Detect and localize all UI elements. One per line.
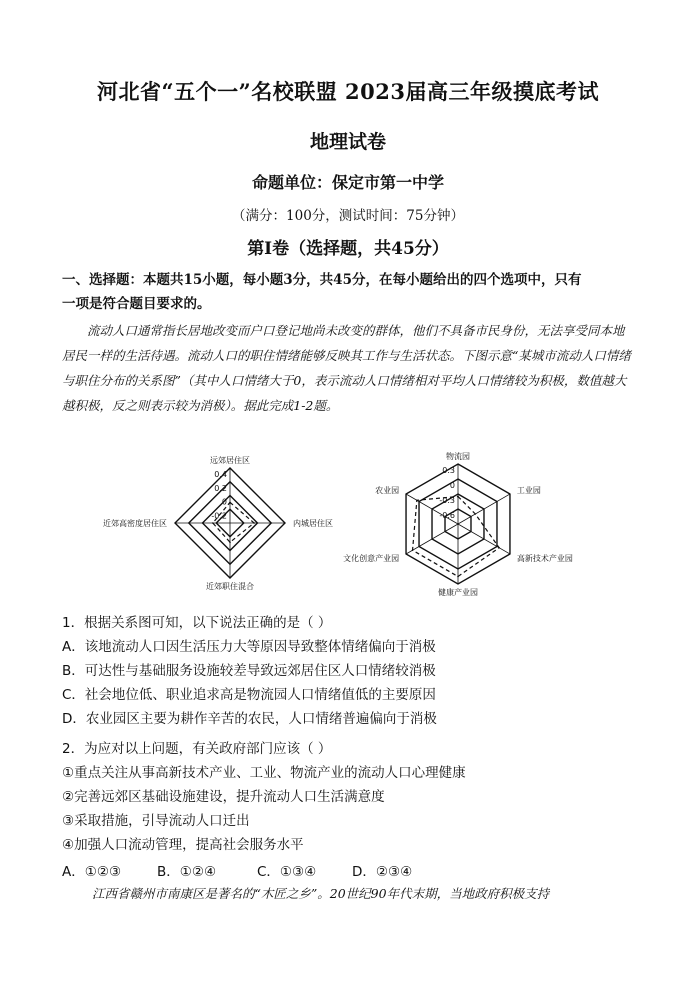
tick-label: 0	[221, 497, 227, 507]
material-line: 流动人口通常指长居地改变而户口登记地尚未改变的群体，他们不具备市民身份，无	[87, 323, 550, 338]
subject-title: 地理试卷	[309, 131, 386, 153]
exam-title: 河北省“五个一”名校联盟 2023届高三年级摸底考试	[97, 79, 599, 104]
tick-label: -0.2	[211, 511, 227, 521]
tick-label: 0.2	[214, 483, 227, 493]
question-2	[62, 737, 662, 857]
tick-label: -0.3	[439, 496, 455, 505]
material-line: 图示意“某城市流动人口情绪与职住分布的关系图”（其中人口情绪大于0，表示流动人口	[62, 348, 631, 388]
axis-label: 农业园	[375, 486, 400, 495]
next-material-line: 江西省赣州市南康区是著名的“木匠之乡”。20世纪90年代末期，当地政府积极支持	[92, 886, 550, 901]
axis-label: 内城居住区	[293, 519, 333, 528]
question-1	[62, 611, 662, 731]
option-c[interactable]: C．①③④	[257, 864, 317, 880]
material-line: 法享受同本地居民一样的生活待遇。流动人口的职住情绪能够反映其工作与生活状态。下	[62, 323, 625, 363]
section-line: 一项是符合题目要求的。	[62, 296, 211, 312]
tick-label: 0	[449, 481, 455, 490]
option-d[interactable]: D．农业园区主要为耕作辛苦的农民，人口情绪普遍偏向于消极	[62, 711, 437, 727]
tick-label: -0.6	[439, 511, 455, 520]
radar-chart-living	[103, 455, 333, 591]
radar-charts	[100, 440, 600, 610]
exam-meta: （满分：100分，测试时间：75分钟）	[232, 208, 464, 224]
option-a[interactable]: A．①②③	[62, 864, 122, 880]
tick-label: 0.4	[214, 470, 227, 479]
axis-label: 健康产业园	[438, 588, 478, 597]
statement-item: ③采取措施，引导流动人口迁出	[62, 813, 250, 829]
option-b[interactable]: B．①②④	[157, 864, 217, 880]
statement-item: ①重点关注从事高新技术产业、工业、物流产业的流动人口心理健康	[62, 765, 466, 781]
statement-item: ④加强人口流动管理，提高社会服务水平	[62, 837, 304, 853]
data-series-line	[213, 502, 254, 542]
section-instructions	[62, 268, 636, 316]
axis-label: 物流园	[446, 452, 470, 461]
material-line: 题。	[313, 398, 339, 413]
question-2-options	[62, 860, 412, 880]
statement-item: ②完善远郊区基础设施建设，提升流动人口生活满意度	[62, 789, 385, 805]
option-b[interactable]: B．可达性与基础服务设施较差导致远郊居住区人口情绪较消极	[62, 663, 436, 679]
section-line: 一、选择题：本题共15小题，每小题3分，共45分，在每小题给出的四个选项中，只有	[62, 272, 582, 288]
question-stem: 2．为应对以上问题，有关政府部门应该（ ）	[62, 741, 332, 757]
question-stem: 1．根据关系图可知，以下说法正确的是（ ）	[62, 615, 332, 631]
axis-label: 文化创意产业园	[343, 554, 400, 563]
axis-label: 高新技术产业园	[516, 554, 573, 563]
axis-label: 近郊职住混合	[206, 582, 254, 591]
axis-label: 近郊高密度居住区	[103, 519, 167, 528]
option-a[interactable]: A．该地流动人口因生活压力大等原因导致整体情绪偏向于消极	[62, 639, 436, 655]
tick-label: 0.3	[442, 466, 455, 475]
radar-chart-work	[343, 451, 573, 597]
axis-label: 远郊居住区	[210, 456, 250, 465]
material-line: 情绪相对平均人口情绪较为积极，数值越大越积极，反之则表示较为消极）。据此完成1-2	[62, 373, 627, 413]
part-title: 第Ⅰ卷（选择题，共45分）	[247, 239, 449, 259]
material-paragraph	[62, 318, 636, 418]
exam-unit: 命题单位：保定市第一中学	[251, 173, 444, 192]
option-d[interactable]: D．②③④	[352, 864, 413, 880]
axis-label: 工业园	[516, 486, 541, 495]
option-c[interactable]: C．社会地位低、职业追求高是物流园人口情绪值低的主要原因	[62, 687, 436, 703]
